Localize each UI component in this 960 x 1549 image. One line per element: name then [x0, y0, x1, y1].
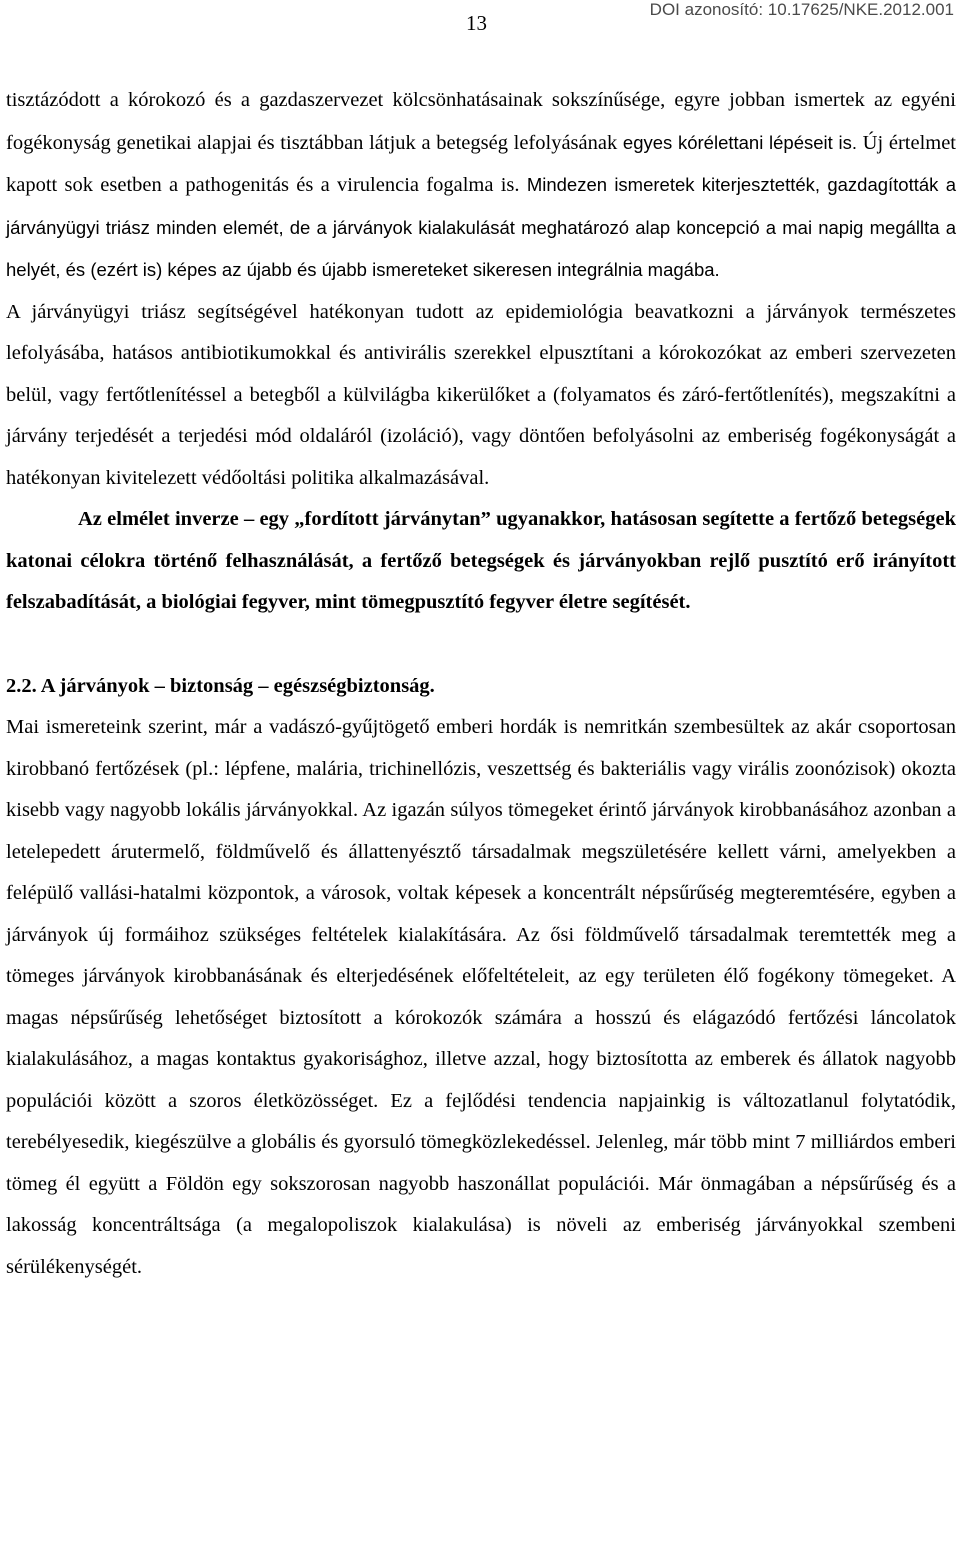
page-header — [0, 0, 960, 50]
doi-identifier: DOI azonosító: 10.17625/NKE.2012.001 — [649, 0, 954, 19]
section-heading: 2.2. A járványok – biztonság – egészségbiztonság. — [6, 674, 435, 697]
page-number: 13 — [466, 11, 487, 35]
paragraph-3-emphasis: Az elmélet inverze – egy „fordított járványtan” ugyanakkor, hatásosan segítette a fertőző betegségek katonai célokra történő felhasználását, a fertőző betegségek és járványokban rejlő pusztító erő irányított felszabadítását, a biológiai fegyver, mint tömegpusztító fegyver életre segítését. — [6, 508, 956, 613]
paragraph-1-part-4: Mindezen ismeretek kiterjesztették, gazdagították a járványügyi triász minden elemét, de a járványok kialakulását meghatározó alap koncepció a mai napig megállta a helyét, és (ezért is) képes az újabb és újabb ismereteket sikeresen integrálnia magába. — [6, 174, 957, 280]
paragraph-2: A járványügyi triász segítségével hatékonyan tudott az epidemiológia beavatkozni a járványok természetes lefolyásába, hatásos antibiotikumokkal és antivirális szerekkel elpusztítani a kórokozókat az emberi szervezeten belül, vagy fertőtlenítéssel a betegből a külvilágba kikerülőket a (folyamatos és záró-fertőtlenítés), megszakítni a járvány terjedését a terjedési mód oldaláról (izoláció), vagy döntően befolyásolni az emberiség fogékonyságát a hatékonyan kivitelezett védőoltási politika alkalmazásával. — [6, 300, 956, 489]
body-text — [6, 80, 956, 1288]
paragraph-4 — [6, 707, 956, 1288]
paragraph-4-part-3: A magas népsűrűség lehetőséget biztosított a kórokozók számára a hosszú és elágazódó fertőzési láncolatok kialakulásához, a magas kontaktus gyakorisághoz, illetve azzal, hogy biztosította az emberek és állatok nagyobb populációi között a szoros életközösséget. Ez a fejlődési tendencia napjainkig is változatlanul folytatódik, terebélyesedik, kiegészülve a globális és gyorsuló tömegközlekedéssel. Jelenleg, már több mint 7 milliárdos emberi tömeg él együtt a Földön egy sokszorosan nagyobb haszonállat populációi. Már önmagában a népsűrűség és a lakosság koncentráltsága (a megalopoliszok kialakulása) is növeli az emberiség járványokkal szembeni sérülékenységét. — [6, 965, 956, 1278]
paragraph-1-part-3: Új értelmet kapott sok esetben a pathogenitás és a virulencia fogalma is. — [6, 131, 957, 196]
paragraph-1-part-2: egyes kórélettani lépéseit is. — [622, 131, 863, 153]
paragraph-4-part-2: : lépfene, malária, trichinellózis, veszettség és bakteriális vagy virális zoonózisok) okozta kisebb vagy nagyobb lokális járványokkal. Az igazán súlyos tömegeket érintő járványok kirobbanásához azonban a letelepedett árutermelő, földművelő és állattenyésztő társadalmak megszületésére kellett várni, amelyekben a felépülő vallási-hatalmi központok, a városok, voltak képesek a koncentrált népsűrűség megteremtésére, egyben a járványok új formáihoz szükséges feltételek kialakítására. Az ősi földművelő társadalmak teremtették meg a tömeges járványok kirobbanásának és elterjedésének előfeltételeit, az egy területen élő fogékony tömegeket. — [6, 757, 956, 987]
paragraph-4-part-1: Mai ismereteink szerint, már a vadászó-gyűjtögető emberi hordák is nemritkán szembesültek az akár csoportosan kirobbanó fertőzések (pl. — [6, 716, 956, 780]
paragraph-1-part-1: tisztázódott a kórokozó és a gazdaszervezet kölcsönhatásainak sokszínűsége, egyre jobban ismertek az egyéni fogékonyság genetikai alapjai és tisztábban látjuk a betegség lefolyásának — [6, 89, 956, 154]
paragraph-1 — [6, 80, 956, 292]
